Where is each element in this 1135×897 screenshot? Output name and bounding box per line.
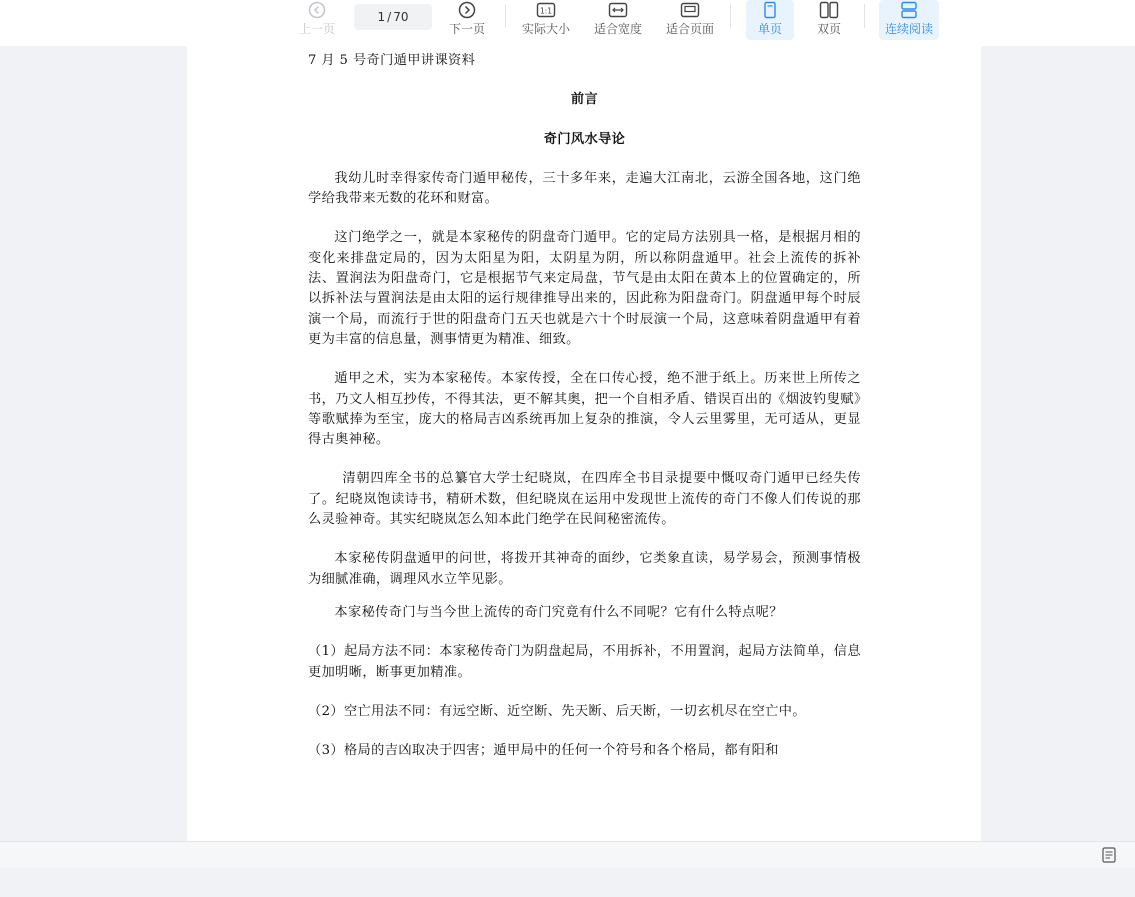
page-content [308, 46, 861, 761]
total-pages: 70 [393, 10, 409, 24]
chevron-left-icon [308, 1, 326, 19]
next-page-button[interactable] [446, 0, 488, 40]
fit-width-label: 适合宽度 [593, 22, 642, 36]
pdf-toolbar [0, 0, 1135, 46]
document-title: 前言 [570, 92, 599, 108]
paragraph: 清朝四库全书的总纂官大学士纪晓岚，在四库全书目录提要中慨叹奇门遁甲已经失传了。纪晓岚饱读诗书，精研术数，但纪晓岚在运用中发现世上流传的奇门不像人们传说的那么灵验神奇。其实纪晓岚怎么知本此门绝学在民间秘密流传。 [308, 471, 861, 528]
document-subtitle: 奇门风水导论 [543, 131, 626, 147]
prev-page-label: 上一页 [298, 22, 335, 36]
document-header: 7 月 5 号奇门遁甲讲课资料 [308, 53, 476, 68]
paragraph: 这门绝学之一，就是本家秘传的阴盘奇门遁甲。它的定局方法别具一格，是根据月相的变化来排盘定局的，因为太阳星为阳，太阴星为阴，所以称阴盘遁甲。社会上流传的拆补法、置润法为阳盘奇门，它是根据节气来定局盘，节气是由太阳在黄本上的位置确定的，所以拆补法与置润法是由太阳的运行规律推导出来的，因此称为阳盘奇门。阴盘遁甲每个时辰演一个局，而流行于世的阳盘奇门五天也就是六十个时辰演一个局，这意味着阴盘遁甲有着更为丰富的信息量，测事情更为精准、细致。 [308, 230, 861, 347]
status-bar [0, 841, 1135, 868]
double-page-icon [819, 1, 839, 19]
fit-page-label: 适合页面 [665, 22, 714, 36]
page-separator: / [387, 10, 392, 24]
continuous-reading-label: 连续阅读 [884, 22, 933, 36]
toolbar-divider [730, 4, 731, 28]
single-page-label: 单页 [757, 22, 782, 36]
paragraph: （3）格局的吉凶取决于四害；遁甲局中的任何一个符号和各个格局，都有阳和 [308, 743, 779, 759]
svg-text:1:1: 1:1 [539, 6, 553, 16]
document-outline-icon[interactable] [1102, 847, 1116, 863]
fit-width-icon [608, 1, 628, 19]
document-page [187, 46, 981, 841]
paragraph: 遁甲之术，实为本家秘传。本家传授，全在口传心授，绝不泄于纸上。历来世上所传之书，乃文人相互抄传，不得其法，更不解其奥，把一个自相矛盾、错误百出的《烟波钓叟赋》等歌赋捧为至宝，庞大的格局吉凶系统再加上复杂的推演，令人云里雾里，无可适从，更显得古奥神秘。 [308, 371, 861, 448]
toolbar-divider [505, 4, 506, 28]
page-number-input[interactable] [354, 4, 432, 30]
paragraph: 我幼儿时幸得家传奇门遁甲秘传，三十多年来，走遍大江南北，云游全国各地，这门绝学给我带来无数的花环和财富。 [308, 170, 861, 207]
toolbar-divider [864, 4, 865, 28]
chevron-right-icon [458, 1, 476, 19]
paragraph: （1）起局方法不同：本家秘传奇门为阴盘起局，不用拆补，不用置润，起局方法简单，信息更加明晰，断事更加精准。 [308, 644, 861, 680]
next-page-label: 下一页 [448, 22, 485, 36]
paragraph: 本家秘传阴盘遁甲的问世，将拨开其神奇的面纱，它类象直读，易学易会，预测事情极为细腻准确，调理风水立竿见影。 [308, 551, 861, 587]
fit-page-button[interactable] [664, 0, 716, 40]
single-page-button[interactable] [746, 0, 794, 40]
fit-width-button[interactable] [592, 0, 644, 40]
actual-size-label: 实际大小 [521, 22, 570, 36]
double-page-label: 双页 [816, 22, 841, 36]
actual-size-button[interactable] [520, 0, 572, 40]
paragraph: （2）空亡用法不同：有远空断、近空断、先天断、后天断，一切玄机尽在空亡中。 [308, 703, 806, 719]
fit-page-icon [680, 1, 700, 19]
actual-size-icon [536, 1, 556, 19]
double-page-button[interactable] [808, 0, 850, 40]
continuous-reading-button[interactable] [879, 0, 939, 40]
prev-page-button[interactable] [296, 0, 338, 40]
single-page-icon [761, 1, 779, 19]
paragraph: 本家秘传奇门与当今世上流传的奇门究竟有什么不同呢？它有什么特点呢？ [334, 604, 783, 620]
continuous-reading-icon [899, 1, 919, 19]
current-page: 1 [377, 10, 386, 24]
